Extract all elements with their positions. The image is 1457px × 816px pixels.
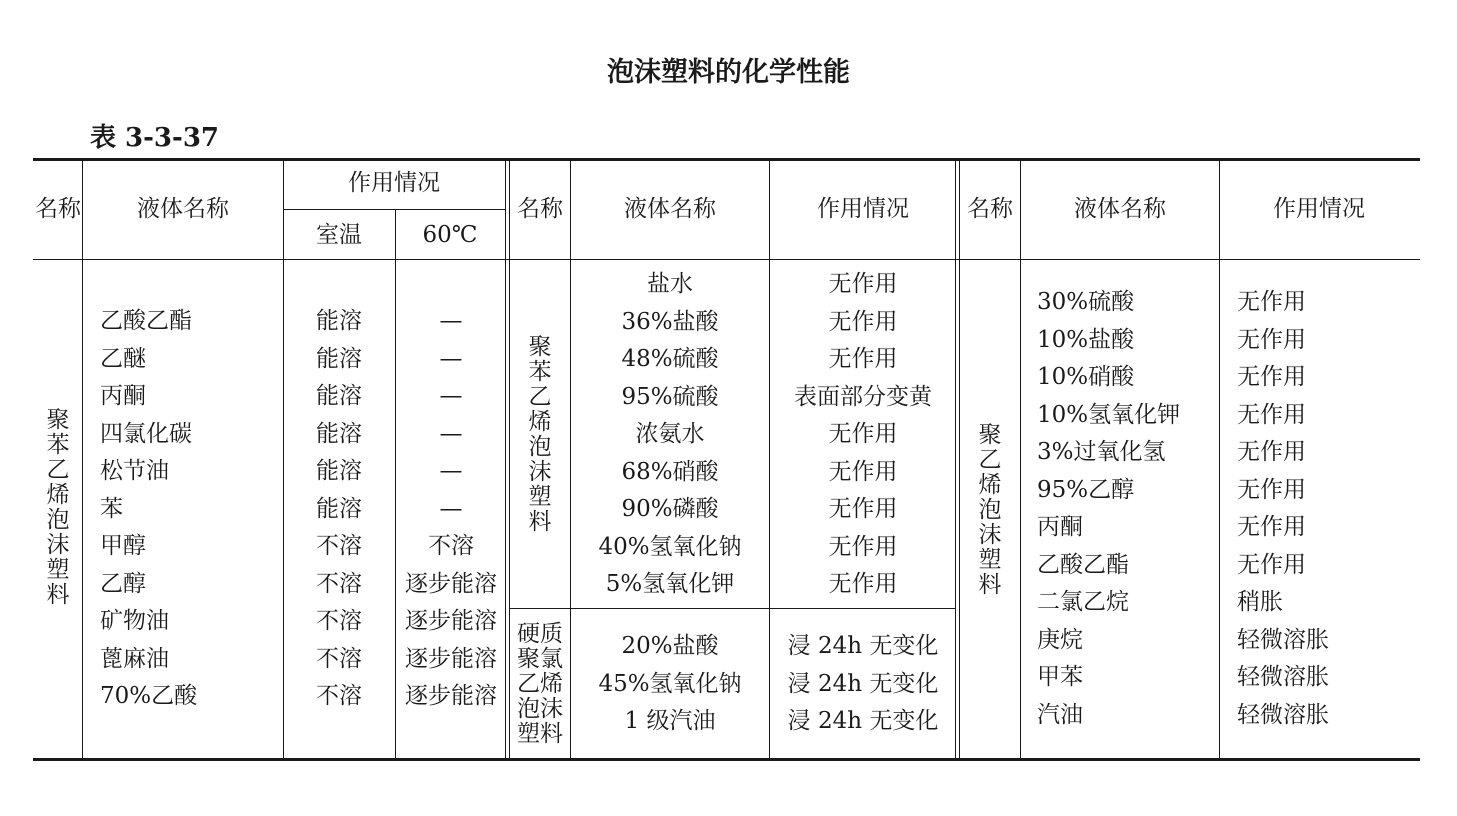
- effect-60c: 逐步能溶: [405, 645, 497, 672]
- liquid-name: 丙酮: [100, 383, 146, 409]
- liquid-name: 10%硝酸: [1037, 364, 1135, 390]
- col-divider: [1020, 160, 1021, 759]
- effect-value: 无作用: [828, 421, 898, 447]
- liquid-name: 甲醇: [100, 533, 146, 559]
- effect-value: 无作用: [1237, 551, 1306, 578]
- effect-60c: 逐步能溶: [405, 570, 497, 597]
- liquid-name: 70%乙酸: [100, 683, 198, 709]
- table-top-rule: [33, 158, 1420, 161]
- liquid-name: 四氯化碳: [100, 420, 192, 447]
- liquid-name: 乙醇: [100, 570, 146, 597]
- liquid-name: 蓖麻油: [100, 645, 169, 672]
- effect-value: 无作用: [828, 533, 898, 560]
- effect-room-temp: 能溶: [316, 458, 362, 484]
- col-divider: [395, 209, 396, 759]
- header-effect: 作用情况: [817, 196, 909, 222]
- effect-60c: —: [439, 345, 463, 372]
- effect-value: 无作用: [1237, 326, 1306, 353]
- effect-value: 浸 24h 无变化: [787, 633, 939, 659]
- effect-value: 无作用: [828, 496, 898, 522]
- effect-value: 轻微溶胀: [1237, 626, 1329, 653]
- effect-value: 浸 24h 无变化: [787, 708, 939, 734]
- effect-60c: —: [439, 458, 463, 484]
- material-name: 聚苯乙烯泡沫塑料: [528, 334, 552, 535]
- liquid-name: 汽油: [1037, 701, 1083, 728]
- effect-value: 无作用: [1237, 439, 1306, 465]
- effect-60c: —: [439, 383, 463, 409]
- liquid-name: 1 级汽油: [624, 708, 716, 734]
- effect-value: 无作用: [828, 346, 898, 372]
- liquid-name: 30%硫酸: [1037, 289, 1135, 315]
- header-name: 名称: [35, 196, 81, 222]
- liquid-name: 盐水: [647, 271, 693, 297]
- liquid-name: 90%磷酸: [621, 496, 719, 522]
- liquid-name: 45%氢氧化钠: [598, 670, 742, 697]
- liquid-name: 松节油: [100, 458, 169, 484]
- liquid-name: 40%氢氧化钠: [598, 533, 742, 560]
- liquid-name: 10%氢氧化钾: [1037, 401, 1181, 428]
- effect-room-temp: 不溶: [316, 683, 362, 709]
- effect-value: 轻微溶胀: [1237, 701, 1329, 728]
- material-name: 硬质聚氯乙烯泡沫塑料: [517, 621, 563, 747]
- effect-value: 表面部分变黄: [794, 383, 932, 410]
- liquid-name: 3%过氧化氢: [1037, 439, 1166, 465]
- col-divider: [283, 160, 284, 759]
- col-divider: [1219, 160, 1220, 759]
- liquid-name: 36%盐酸: [621, 308, 719, 335]
- liquid-name: 95%硫酸: [621, 383, 719, 410]
- liquid-name: 乙酸乙酯: [100, 308, 192, 334]
- liquid-name: 浓氨水: [635, 421, 705, 447]
- liquid-name: 庚烷: [1037, 626, 1083, 653]
- effect-value: 无作用: [828, 458, 898, 485]
- effect-60c: 逐步能溶: [405, 608, 497, 634]
- effect-room-temp: 不溶: [316, 645, 362, 672]
- effect-value: 无作用: [1237, 401, 1306, 428]
- group-divider: [959, 160, 960, 759]
- liquid-name: 48%硫酸: [621, 346, 719, 372]
- effect-value: 无作用: [828, 571, 898, 597]
- effect-value: 轻微溶胀: [1237, 664, 1329, 690]
- header-effect: 作用情况: [348, 170, 440, 196]
- liquid-name: 矿物油: [100, 608, 169, 634]
- table-number: 表 3-3-37: [90, 123, 219, 153]
- liquid-name: 20%盐酸: [621, 633, 719, 659]
- header-effect: 作用情况: [1273, 196, 1365, 222]
- liquid-name: 10%盐酸: [1037, 326, 1135, 353]
- effect-value: 无作用: [1237, 476, 1306, 503]
- col-divider: [769, 160, 770, 759]
- liquid-name: 68%硝酸: [621, 458, 719, 485]
- table-bottom-rule: [33, 758, 1420, 761]
- effect-room-temp: 能溶: [316, 308, 362, 334]
- subheader-rule: [283, 209, 505, 210]
- liquid-name: 5%氢氧化钾: [605, 571, 735, 597]
- liquid-name: 二氯乙烷: [1037, 589, 1129, 615]
- effect-60c: 不溶: [428, 533, 474, 559]
- effect-room-temp: 能溶: [316, 345, 362, 372]
- group-divider: [505, 160, 506, 759]
- effect-value: 无作用: [1237, 289, 1306, 315]
- effect-60c: —: [439, 495, 463, 522]
- effect-value: 无作用: [1237, 514, 1306, 540]
- effect-60c: —: [439, 308, 463, 334]
- liquid-name: 丙酮: [1037, 514, 1083, 540]
- page-title: 泡沫塑料的化学性能: [607, 57, 850, 88]
- header-liquid: 液体名称: [624, 196, 716, 222]
- effect-value: 稍胀: [1237, 589, 1283, 615]
- liquid-name: 乙酸乙酯: [1037, 551, 1129, 578]
- effect-value: 浸 24h 无变化: [787, 670, 939, 697]
- liquid-name: 甲苯: [1037, 664, 1083, 690]
- liquid-name: 95%乙醇: [1037, 476, 1135, 503]
- group-divider: [509, 160, 510, 759]
- header-liquid: 液体名称: [137, 196, 229, 222]
- effect-room-temp: 不溶: [316, 608, 362, 634]
- effect-room-temp: 能溶: [316, 495, 362, 522]
- col-divider: [570, 160, 571, 759]
- header-liquid: 液体名称: [1074, 196, 1166, 222]
- liquid-name: 乙醚: [100, 345, 146, 372]
- header-room-temp: 室温: [316, 222, 362, 248]
- effect-room-temp: 不溶: [316, 570, 362, 597]
- effect-room-temp: 不溶: [316, 533, 362, 559]
- effect-room-temp: 能溶: [316, 420, 362, 447]
- effect-value: 无作用: [828, 308, 898, 335]
- effect-room-temp: 能溶: [316, 383, 362, 409]
- section-split-rule: [510, 608, 956, 609]
- effect-value: 无作用: [1237, 364, 1306, 390]
- effect-60c: 逐步能溶: [405, 683, 497, 709]
- header-name: 名称: [967, 196, 1013, 222]
- col-divider: [82, 160, 83, 759]
- effect-value: 无作用: [828, 271, 898, 297]
- table-header-rule: [33, 259, 1420, 260]
- effect-60c: —: [439, 420, 463, 447]
- liquid-name: 苯: [100, 495, 123, 522]
- material-name: 聚苯乙烯泡沫塑料: [46, 407, 70, 608]
- group-divider: [955, 160, 956, 759]
- header-60c: 60℃: [422, 222, 478, 248]
- header-name: 名称: [517, 196, 563, 222]
- material-name: 聚乙烯泡沫塑料: [978, 422, 1002, 598]
